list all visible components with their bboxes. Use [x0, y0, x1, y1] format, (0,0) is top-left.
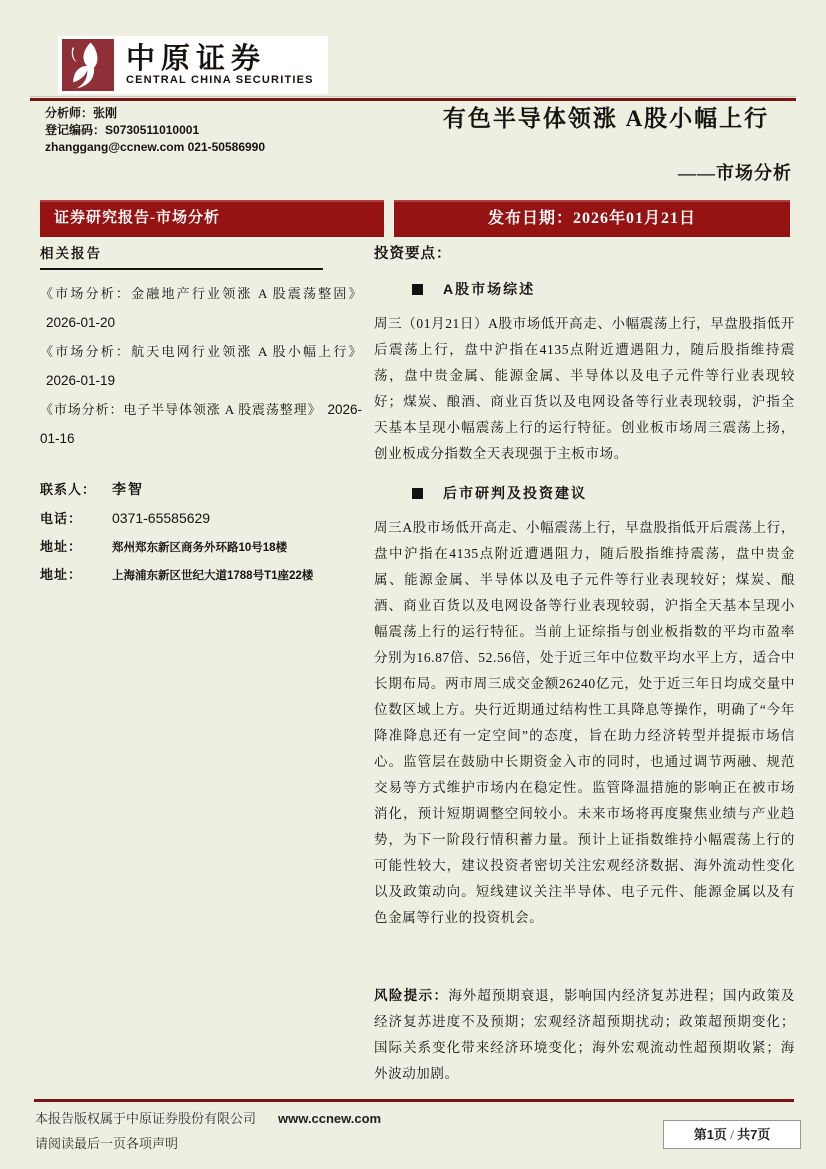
related-report-item — [40, 279, 362, 337]
related-reports-heading: 相关报告 — [40, 242, 323, 270]
related-report-title: 《市场分析：电子半导体领涨 A 股震荡整理》 — [40, 402, 322, 417]
related-report-date: 2026-01-20 — [46, 315, 116, 330]
report-subtitle: ——市场分析 — [678, 163, 792, 183]
website-link[interactable]: www.ccnew.com — [278, 1111, 382, 1126]
related-report-title: 《市场分析：金融地产行业领涨 A 股震荡整固》 — [40, 286, 362, 301]
main-content — [374, 242, 795, 1087]
company-logo — [58, 36, 328, 94]
contact-person-label: 联系人： — [40, 482, 97, 497]
section-title: 后市研判及投资建议 — [443, 485, 587, 501]
contact-block — [40, 479, 362, 583]
copyright-text: 本报告版权属于中原证券股份有限公司 — [35, 1111, 257, 1126]
risk-warning — [374, 983, 795, 1087]
related-report-date: 2026-01-16 — [40, 402, 362, 446]
section-title: A股市场综述 — [443, 281, 536, 297]
address1-label: 地址： — [40, 539, 83, 554]
body-columns — [40, 242, 795, 1087]
related-reports-list — [40, 279, 362, 453]
phone-label: 电话： — [40, 511, 83, 526]
address2-label: 地址： — [40, 567, 83, 582]
report-title: 有色半导体领涨 A股小幅上行 — [442, 106, 770, 131]
phone-number: 0371-65585629 — [112, 510, 211, 526]
page-separator: / — [726, 1127, 738, 1142]
current-page: 第1页 — [693, 1127, 727, 1142]
contact-person-name: 李智 — [112, 483, 144, 498]
logo-wordmark — [126, 44, 314, 87]
address1-value: 郑州郑东新区商务外环路10号18楼 — [112, 542, 288, 554]
logo-english-name: CENTRAL CHINA SECURITIES — [126, 73, 314, 86]
footer-divider — [34, 1099, 794, 1102]
analyst-name-line — [45, 105, 265, 122]
bullet-square-icon — [412, 284, 423, 295]
outlook-paragraph: 周三A股市场低开高走、小幅震荡上行，早盘股指低开后震荡上行，盘中沪指在4135点附近遭遇阻力，随后股指维持震荡，盘中贵金属、能源金属、半导体以及电子元件等行业表现较好；煤炭、酿酒、商业百货以及电网设备等行业表现较弱，沪指全天基本呈现小幅震荡上行的运行特征。当前上证综指与创业板指数的平均市盈率分别为16.87倍、52.56倍，处于近三年中位数平均水平上方，适合中长期布局。两市周三成交金额26240亿元，处于近三年日均成交量中位数区域上方。央行近期通过结构性工具降息等操作，明确了“今年降准降息还有一定空间”的态度，旨在助力经济转型并提振市场信心。监管层在鼓励中长期资金入市的同时，也通过调节两融、规范交易等方式维护市场内在稳定性。监管降温措施的影响正在被市场消化，预计短期调整空间较小。未来市场将再度聚焦业绩与产业趋势，为下一阶段行情积蓄力量。预计上证指数维持小幅震荡上行的可能性较大，建议投资者密切关注宏观经济数据、海外流动性变化以及政策动向。短线建议关注半导体、电子元件、能源金属以及有色金属等行业的投资机会。 — [374, 520, 795, 925]
total-pages: 共7页 — [737, 1127, 771, 1142]
address2-value: 上海浦东新区世纪大道1788号T1座22楼 — [112, 570, 314, 582]
section-header-market-review — [412, 279, 795, 299]
banner-category: 证券研究报告-市场分析 — [40, 200, 384, 237]
footer-copyright-line — [35, 1106, 381, 1131]
page-number-indicator — [663, 1120, 801, 1149]
risk-warning-label: 风险提示： — [374, 988, 449, 1003]
analyst-reg-line — [45, 122, 265, 139]
logo-chinese-name: 中原证券 — [126, 42, 267, 75]
related-report-item — [40, 337, 362, 395]
analyst-info — [45, 105, 265, 156]
sidebar — [40, 242, 362, 1087]
related-report-title: 《市场分析：航天电网行业领涨 A 股小幅上行》 — [40, 344, 362, 359]
bullet-square-icon — [412, 488, 423, 499]
risk-warning-text: 海外超预期衰退，影响国内经济复苏进程；国内政策及经济复苏进度不及预期；宏观经济超预期扰动；政策超预期变化；国际关系变化带来经济环境变化；海外宏观流动性超预期收紧；海外波动加剧。 — [374, 988, 796, 1081]
category-banner — [40, 200, 790, 237]
reg-label: 登记编码： — [45, 123, 106, 137]
footer-disclaimer: 请阅读最后一页各项声明 — [35, 1136, 179, 1151]
related-report-date: 2026-01-19 — [46, 373, 116, 388]
analyst-name: 张刚 — [93, 106, 118, 120]
investment-highlights-heading: 投资要点： — [374, 246, 452, 262]
reg-code: S0730511010001 — [105, 123, 200, 137]
brand-swan-icon — [62, 39, 114, 91]
analyst-contact-line: zhanggang@ccnew.com 021-50586990 — [45, 140, 266, 154]
market-review-paragraph: 周三（01月21日）A股市场低开高走、小幅震荡上行，早盘股指低开后震荡上行，盘中沪指在4135点附近遭遇阻力，随后股指维持震荡，盘中贵金属、能源金属、半导体以及电子元件等行业表现较好；煤炭、酿酒、商业百货以及电网设备等行业表现较弱，沪指全天基本呈现小幅震荡上行的运行特征。创业板市场周三震荡上扬，创业板成分指数全天表现强于主板市场。 — [374, 316, 795, 461]
banner-publish-date: 发布日期：2026年01月21日 — [394, 200, 790, 237]
title-block — [420, 100, 792, 185]
section-header-outlook — [412, 483, 795, 503]
analyst-label: 分析师： — [45, 106, 94, 120]
footer-text — [35, 1106, 381, 1156]
related-report-item — [40, 395, 362, 453]
